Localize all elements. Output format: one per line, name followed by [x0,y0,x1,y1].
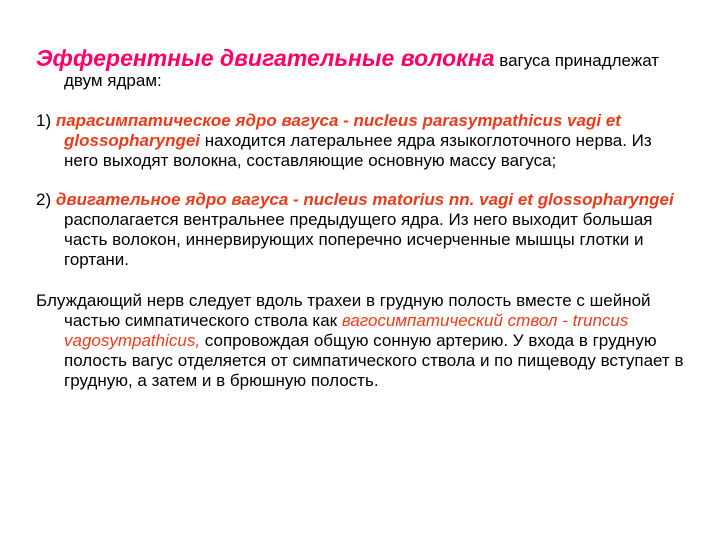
term-motor-nucleus: двигательное ядро вагуса - nucleus matorius nn. vagi et glossopharyngei [55,190,674,209]
slide-content [36,45,686,391]
list-number-1: 1) [36,111,56,130]
paragraph-nucleus-1 [36,111,686,171]
intro-text: вагуса принадлежат двум ядрам: [64,51,660,90]
term-vagosympathetic-trunk: вагосимпатический ствол - truncus vagosympathicus, [64,311,629,350]
paragraph-intro [36,45,686,91]
nerve-course-text-after: сопровождая общую сонную артерию. У входа в грудную полость вагус отделяется от симпатического ствола и по пищеводу вступает в грудную, а затем и в брюшную полость. [64,331,684,390]
paragraph-nucleus-2 [36,190,686,270]
paragraph-nerve-course [36,291,686,391]
nucleus-1-description: находится латеральнее ядра языкоглоточного нерва. Из него выходят волокна, составляющие основную массу вагуса; [64,131,652,170]
nucleus-2-description: располагается вентральнее предыдущего ядра. Из него выходит большая часть волокон, иннервирующих поперечно исчерченные мышцы глотки и гортани. [64,210,653,269]
nerve-course-text-before: Блуждающий нерв следует вдоль трахеи в грудную полость вместе с шейной частью симпатического ствола как [36,291,651,330]
term-parasympathetic-nucleus: парасимпатическое ядро вагуса - nucleus parasympathicus vagi et glossopharyngei [55,111,621,150]
list-number-2: 2) [36,190,56,209]
slide-title: Эфферентные двигательные волокна [36,45,495,71]
